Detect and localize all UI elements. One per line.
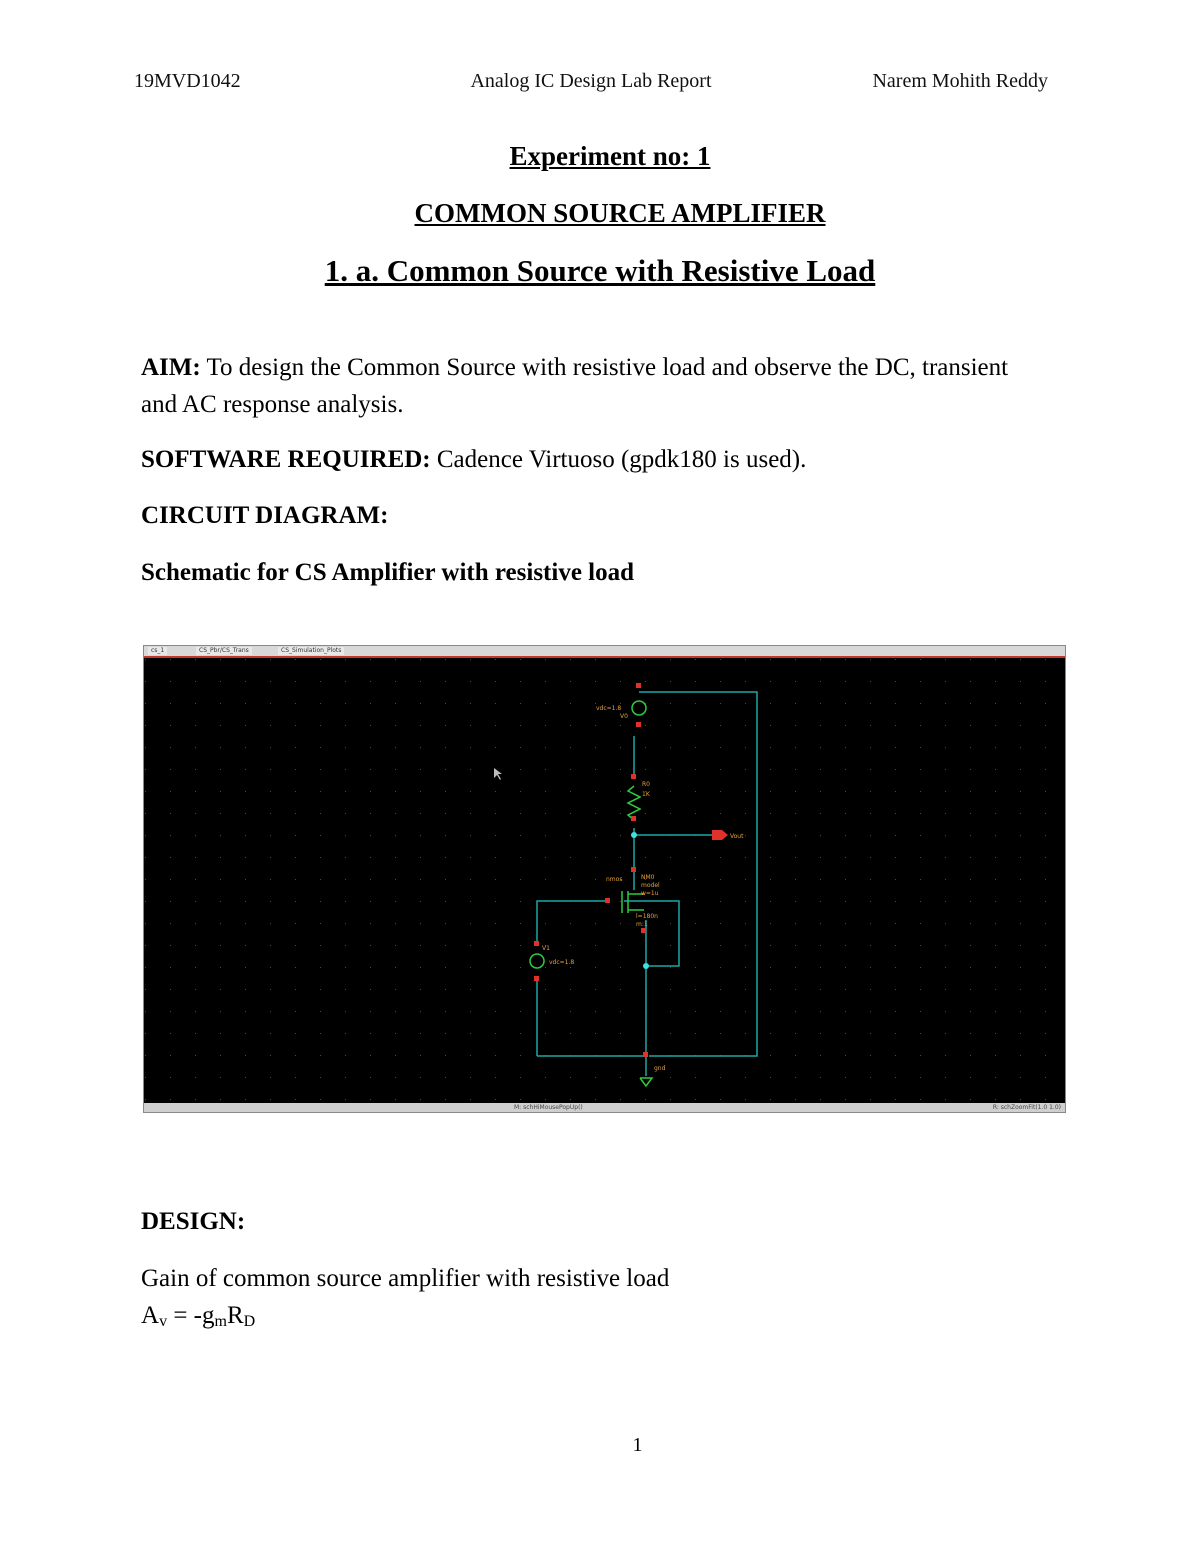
nm-m-label: m:1 [636, 921, 648, 928]
header-author: Narem Mohith Reddy [872, 70, 1048, 92]
vin-value-label: vdc=1.8 [549, 959, 575, 966]
software-paragraph [141, 441, 1041, 478]
formula-g-sub: m [214, 1313, 227, 1330]
status-right-text: R: schZoomFit(1.0 1.0) [992, 1104, 1061, 1111]
vdc-name-label: V0 [620, 713, 628, 720]
formula-a: A [141, 1302, 160, 1329]
topic-title: COMMON SOURCE AMPLIFIER [414, 198, 826, 228]
nm-name-label: NM0 [641, 874, 655, 881]
formula-r: R [226, 1302, 244, 1329]
screenshot-tab-2: CS_Pbr/CS_Trans [196, 647, 252, 655]
nm-w-label: w=1u [641, 890, 659, 897]
nm-l-label: l=180n [636, 913, 658, 920]
aim-paragraph [141, 349, 1041, 423]
nmos-type-label: nmos [606, 876, 623, 883]
gain-description: Gain of common source amplifier with resistive load [141, 1265, 670, 1292]
nm-model-label: model [641, 882, 660, 889]
formula-mid: = -g [167, 1302, 215, 1329]
page-number: 1 [632, 1434, 643, 1456]
aim-text: To design the Common Source with resistive load and observe the DC, transient and AC response analysis. [141, 354, 1009, 418]
gain-formula [141, 1297, 1041, 1340]
schematic-canvas [144, 658, 1065, 1104]
resistor-name-label: R0 [642, 781, 650, 788]
screenshot-tab-bar [144, 646, 1065, 658]
screenshot-status-bar [144, 1103, 1065, 1112]
formula-a-sub: v [159, 1313, 168, 1330]
software-text: Cadence Virtuoso (gpdk180 is used). [430, 446, 807, 473]
aim-label: AIM: [141, 354, 201, 381]
header-left-id: 19MVD1042 [134, 70, 241, 92]
subtopic-title: 1. a. Common Source with Resistive Load [324, 253, 876, 288]
status-left-text: M: schHiMousePopUp() [514, 1104, 583, 1111]
resistor-value-label: 1K [642, 791, 650, 798]
screenshot-tab-1: cs_1 [148, 647, 167, 655]
circuit-diagram-heading: CIRCUIT DIAGRAM: [141, 502, 389, 529]
schematic-screenshot [143, 645, 1066, 1113]
schematic-heading: Schematic for CS Amplifier with resistive load [141, 559, 635, 586]
gnd-label: gnd [654, 1065, 666, 1072]
formula-r-sub: D [243, 1313, 256, 1330]
experiment-title: Experiment no: 1 [509, 141, 711, 171]
design-heading: DESIGN: [141, 1208, 246, 1235]
screenshot-tab-3: CS_Simulation_Plots [278, 647, 344, 655]
vout-label: Vout [730, 833, 744, 840]
vdc-source-label: vdc=1.8 [596, 705, 622, 712]
vin-name-label: V1 [542, 945, 550, 952]
header-title: Analog IC Design Lab Report [470, 70, 712, 92]
software-label: SOFTWARE REQUIRED: [141, 446, 431, 473]
